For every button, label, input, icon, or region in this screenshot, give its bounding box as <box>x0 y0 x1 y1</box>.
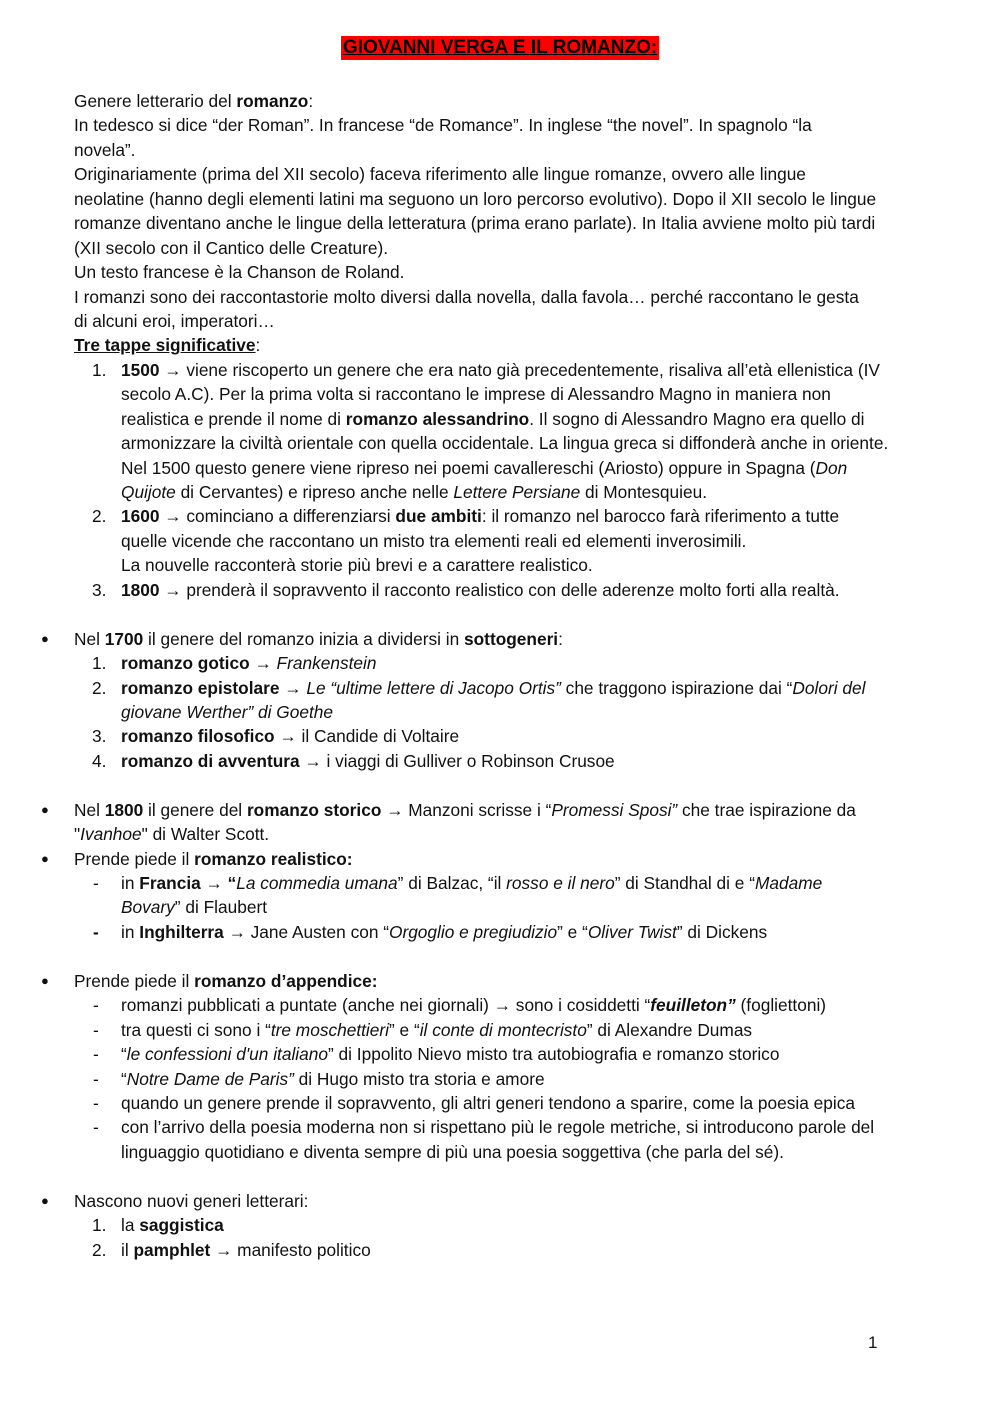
list-item: - “le confessioni d'un italiano” di Ippolito Nievo misto tra autobiografia e romanzo storico <box>93 1044 780 1065</box>
bullet-icon: ● <box>41 972 49 988</box>
bullet-icon: ● <box>41 801 49 817</box>
page-number: 1 <box>868 1333 878 1352</box>
list-item: secolo A.C). Per la prima volta si raccontano le imprese di Alessandro Magno in maniera non <box>121 384 831 405</box>
list-item: giovane Werther” di Goethe <box>121 701 333 722</box>
spacer <box>0 1164 1000 1188</box>
spacer <box>0 773 1000 797</box>
bullet-icon: ● <box>41 630 49 646</box>
list-item: Bovary” di Flaubert <box>121 897 268 918</box>
intro-line: Originariamente (prima del XII secolo) faceva riferimento alle lingue romanze, ovvero alle lingue <box>74 164 806 185</box>
bullet-icon: ● <box>41 1192 49 1208</box>
intro-line: Genere letterario del romanzo: <box>74 91 314 111</box>
bullet-item: ● Nascono nuovi generi letterari: <box>0 1189 1000 1213</box>
tappe-heading: Tre tappe significative: <box>74 335 261 356</box>
document-title: GIOVANNI VERGA E IL ROMANZO: <box>342 37 658 58</box>
intro-line: di alcuni eroi, imperatori… <box>74 310 275 331</box>
intro-line: novela”. <box>74 139 136 160</box>
list-item: - in Francia → “La commedia umana” di Balzac, “il rosso e il nero” di Standhal di e “Madame <box>93 873 823 893</box>
list-item: - tra questi ci sono i “tre moschettieri” e “il conte di montecristo” di Alexandre Dumas <box>93 1019 753 1040</box>
intro-line: In tedesco si dice “der Roman”. In francese “de Romance”. In inglese “the novel”. In spagnolo “la <box>74 115 812 136</box>
list-item: - romanzi pubblicati a puntate (anche nei giornali) → sono i cosiddetti “feuilleton” (fogliettoni) <box>93 995 827 1016</box>
list-item: 1. 1500 → viene riscoperto un genere che era nato già precedentemente, risaliva all’età ellenistica (IV <box>92 359 880 380</box>
list-item: 1. la saggistica <box>92 1215 224 1236</box>
list-item: 2. il pamphlet → manifesto politico <box>92 1239 371 1260</box>
intro-line: (XII secolo con il Cantico delle Creature). <box>74 237 389 258</box>
list-item: 3. romanzo filosofico → il Candide di Voltaire <box>92 726 460 747</box>
list-item: 1. romanzo gotico → Frankenstein <box>92 653 377 674</box>
spacer <box>0 602 1000 626</box>
list-item: - con l’arrivo della poesia moderna non si rispettano più le regole metriche, si introducono parole del <box>93 1117 875 1138</box>
list-item: - “Notre Dame de Paris” di Hugo misto tra storia e amore <box>93 1068 545 1089</box>
list-item: - quando un genere prende il sopravvento, gli altri generi tendono a sparire, come la poesia epica <box>93 1092 855 1113</box>
spacer <box>0 944 1000 968</box>
bullet-item: ● Nel 1700 il genere del romanzo inizia a dividersi in sottogeneri: <box>0 627 1000 651</box>
list-item: realistica e prende il nome di romanzo alessandrino. Il sogno di Alessandro Magno era quello di <box>121 408 865 429</box>
bullet-item: ● Nel 1800 il genere del romanzo storico → Manzoni scrisse i “Promessi Sposi” che trae ispirazione da <box>0 798 1000 822</box>
list-item: 3. 1800 → prenderà il sopravvento il racconto realistico con delle aderenze molto forti alla realtà. <box>92 579 840 600</box>
list-item: quelle vicende che raccontano un misto tra elementi reali ed elementi inverosimili. <box>121 530 747 551</box>
bullet-icon: ● <box>41 850 49 866</box>
list-item: 4. romanzo di avventura → i viaggi di Gulliver o Robinson Crusoe <box>92 750 615 771</box>
intro-line: Un testo francese è la Chanson de Roland. <box>74 262 405 283</box>
list-item: 2. 1600 → cominciano a differenziarsi due ambiti: il romanzo nel barocco farà riferimento a tutte <box>92 506 840 527</box>
title-block <box>0 36 1000 60</box>
list-item: linguaggio quotidiano e diventa sempre di più una poesia soggettiva (che parla del sé). <box>121 1141 784 1162</box>
list-item: - in Inghilterra → Jane Austen con “Orgoglio e pregiudizio” e “Oliver Twist” di Dickens <box>93 921 768 942</box>
intro-line: neolatine (hanno degli elementi latini ma seguono un loro percorso evolutivo). Dopo il XII secolo le lingue <box>74 188 877 209</box>
list-item: 2. romanzo epistolare → Le “ultime lettere di Jacopo Ortis” che traggono ispirazione dai “Dolori del <box>92 677 866 698</box>
bullet-item: "Ivanhoe" di Walter Scott. <box>74 824 270 845</box>
bullet-item: ● Prende piede il romanzo d’appendice: <box>0 969 1000 993</box>
bullet-item: ● Prende piede il romanzo realistico: <box>0 847 1000 871</box>
intro-line: I romanzi sono dei raccontastorie molto diversi dalla novella, dalla favola… perché raccontano le gesta <box>74 286 859 307</box>
list-item: armonizzare la civiltà orientale con quella occidentale. La lingua greca si diffonderà anche in oriente. <box>121 433 889 454</box>
list-item: La nouvelle racconterà storie più brevi e a carattere realistico. <box>121 555 593 576</box>
intro-line: romanze diventano anche le lingue della letteratura (prima erano parlate). In Italia avviene molto più tardi <box>74 213 876 234</box>
list-item: Nel 1500 questo genere viene ripreso nei poemi cavallereschi (Ariosto) oppure in Spagna (Don <box>121 457 848 478</box>
list-item: Quijote di Cervantes) e ripreso anche nelle Lettere Persiane di Montesquieu. <box>121 482 707 502</box>
document-body <box>0 89 1000 1262</box>
